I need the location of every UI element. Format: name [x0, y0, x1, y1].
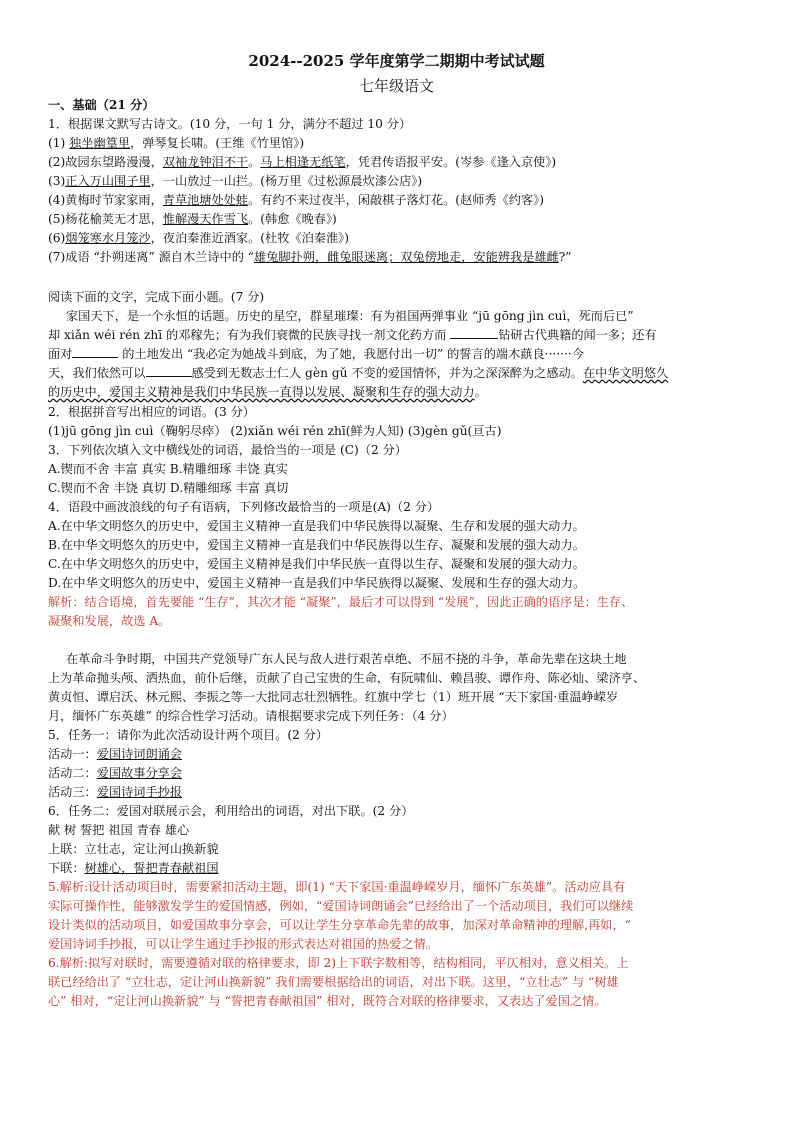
- blank-1: [450, 326, 498, 339]
- q1-answer-6: 烟笼寒水月笼沙: [65, 231, 151, 245]
- blank-2: [72, 345, 118, 358]
- q1-line-1: (1) 独坐幽篁里，弹琴复长啸。(王维《竹里馆》): [48, 136, 305, 150]
- q5-activity-1: 活动一：爱国诗词朗诵会: [48, 747, 183, 761]
- q1-line-5: (5)杨花榆荚无才思，惟解漫天作雪飞。(韩愈《晚春》): [48, 212, 337, 226]
- q5-activity-2: 活动二：爱国故事分享会: [48, 766, 183, 780]
- q3-options-cd: C.锲而不舍 丰饶 真切 D.精雕细琢 丰富 真切: [48, 481, 289, 495]
- analysis-5-line-1: 5.解析:设计活动项目时，需要紧扣活动主题，即(1) “天下家国·重温峥嵘岁月，缅怀广东英雄”。活动应具有: [48, 880, 626, 894]
- q4-analysis-2: 凝聚和发展，故选 A。: [48, 614, 171, 628]
- q4-option-c: C.在中华文明悠久的历史中，爱国主义精神是我们中华民族一直得以生存、凝聚和发展的强大动力。: [48, 557, 585, 571]
- q4-stem: 4．语段中画波浪线的句子有语病，下列修改最恰当的一项是(A)（2 分）: [48, 500, 440, 514]
- section-heading: 一、基础（21 分）: [48, 98, 155, 112]
- q6-stem: 6．任务二：爱国对联展示会，利用给出的词语，对出下联。(2 分）: [48, 804, 414, 818]
- q1-line-7: (7)成语 “扑朔迷离” 源自木兰诗中的 “雄兔脚扑朔，雌兔眼迷离；双兔傍地走，安能辨我是雄雌?”: [48, 250, 572, 264]
- activity-line-1: 在革命斗争时期，中国共产党领导广东人民与敌人进行艰苦卓绝、不屈不挠的斗争，革命先辈在这块土地: [66, 652, 627, 666]
- analysis-6-line-3: 心” 相对，“定让河山换新貌” 与 “誓把青春献祖国” 相对，既符合对联的格律要求，又表达了爱国之情。: [48, 994, 607, 1008]
- q5-stem: 5．任务一：请你为此次活动设计两个项目。(2 分）: [48, 728, 329, 742]
- q2-answers: (1)jū gōng jìn cuì（鞠躬尽瘁） (2)xiǎn wéi rén zhī(鲜为人知) (3)gèn gǔ(亘古): [48, 424, 502, 438]
- q6-upper-couplet: 上联：立壮志，定让河山换新貌: [48, 842, 219, 856]
- wavy-sentence-end: 的历史中，爱国主义精神是我们中华民族一直得以发展、凝聚和生存的强大动力: [48, 385, 475, 399]
- q6-answer: 树雄心，誓把青春献祖国: [84, 861, 219, 875]
- wavy-sentence-start: 在中华文明悠久: [582, 366, 669, 380]
- q4-option-b: B.在中华文明悠久的历史中，爱国主义精神一直是我们中华民族得以生存、凝聚和发展的强大动力。: [48, 538, 585, 552]
- q5-answer-2: 爱国故事分享会: [96, 766, 183, 780]
- q3-options-ab: A.锲而不舍 丰富 真实 B.精雕细琢 丰饶 真实: [48, 462, 288, 476]
- exam-subtitle: 七年级语文: [358, 77, 434, 95]
- q1-line-6: (6)烟笼寒水月笼沙，夜泊秦淮近酒家。(杜牧《泊秦淮》): [48, 231, 349, 245]
- analysis-6-line-1: 6.解析:拟写对联时，需要遵循对联的格律要求，即 2)上下联字数相等，结构相同，平仄相对，意义相关。上: [48, 956, 629, 970]
- reading-line-2: 却 xiǎn wéi rén zhī 的邓稼先；有为我们衰微的民族寻找一剂文化药方而 钻研古代典籍的闻一多；还有: [48, 328, 657, 342]
- q1-answer-3: 正入万山围子里: [65, 174, 151, 188]
- q5-activity-3: 活动三：爱国诗词手抄报: [48, 785, 183, 799]
- q5-answer-3: 爱国诗词手抄报: [96, 785, 183, 799]
- reading-line-5: 的历史中，爱国主义精神是我们中华民族一直得以发展、凝聚和生存的强大动力。: [48, 385, 487, 399]
- q1-answer-1: 独坐幽篁里: [69, 136, 131, 150]
- q4-option-a: A.在中华文明悠久的历史中，爱国主义精神一直是我们中华民族得以凝聚、生存和发展的强大动力。: [48, 519, 585, 533]
- reading-line-4: 天，我们依然可以 感受到无数志士仁人 gèn gǔ 不变的爱国情怀，并为之深深醉为之感动。在中华文明悠久: [48, 366, 669, 380]
- q1-line-4: (4)黄梅时节家家雨，青草池塘处处蛙。有约不来过夜半，闲敲棋子落灯花。(赵师秀《约客》): [48, 193, 544, 207]
- q5-answer-1: 爱国诗词朗诵会: [96, 747, 183, 761]
- reading-intro: 阅读下面的文字，完成下面小题。(7 分): [48, 290, 265, 304]
- blank-3: [146, 364, 192, 377]
- q4-analysis-1: 解析：结合语境，首先要能 “生存”，其次才能 “凝聚”，最后才可以得到 “发展”，因此正确的语序是：生存、: [48, 595, 634, 609]
- q2-stem: 2．根据拼音写出相应的词语。(3 分）: [48, 405, 255, 419]
- reading-line-3: 面对 的土地发出 “我必定为她战斗到底，为了她，我愿付出一切” 的誓言的端木蕻良·······今: [48, 347, 584, 361]
- q1-line-2: (2)故园东望路漫漫，双袖龙钟泪不干。马上相逢无纸笔，凭君传语报平安。(岑参《逢入京使》): [48, 155, 557, 169]
- q1-answer-5: 惟解漫天作雪飞: [162, 212, 249, 226]
- q6-lower-couplet: 下联：树雄心，誓把青春献祖国: [48, 861, 219, 875]
- reading-line-1: 家国天下，是一个永恒的话题。历史的星空，群星璀璨：有为祖国两弹事业 “jū gōng jìn cuì，死而后已”: [66, 309, 634, 323]
- exam-title: 2024--2025 学年度第学二期期中考试试题: [248, 52, 545, 70]
- q1-answer-7: 雄兔脚扑朔，雌兔眼迷离；双兔傍地走，安能辨我是雄雌: [254, 250, 559, 264]
- q1-answer-4: 青草池塘处处蛙: [162, 193, 249, 207]
- analysis-5-line-2: 实际可操作性，能够激发学生的爱国情感，例如，“爱国诗词朗诵会”已经给出了一个活动项目，我们可以继续: [48, 899, 634, 913]
- activity-line-2: 上为革命抛头颅、洒热血，前仆后继，贡献了自己宝贵的生命，有阮啸仙、赖昌骏、谭作舟、陈必灿、梁济亨、: [48, 671, 646, 685]
- q1-answer-2a: 双袖龙钟泪不干: [162, 155, 249, 169]
- q1-stem: 1．根据课文默写古诗文。(10 分，一句 1 分，满分不超过 10 分）: [48, 117, 412, 131]
- analysis-5-line-4: 爱国诗词手抄报，可以让学生通过手抄报的形式表达对祖国的热爱之情。: [48, 937, 438, 951]
- q3-stem: 3．下列依次填入文中横线处的词语，最恰当的一项是 (C)（2 分）: [48, 443, 407, 457]
- activity-line-4: 月，缅怀广东英雄” 的综合性学习活动。请根据要求完成下列任务：（4 分）: [48, 709, 454, 723]
- activity-line-3: 黄贞恒、谭启沃、林元熙、李振之等一大批同志壮烈牺牲。红旗中学七（1）班开展 “天下家国·重温峥嵘岁: [48, 690, 619, 704]
- q1-line-3: (3)正入万山围子里，一山放过一山拦。(杨万里《过松源晨炊漆公店》): [48, 174, 423, 188]
- q4-option-d: D.在中华文明悠久的历史中，爱国主义精神一直是我们中华民族得以凝聚、发展和生存的强大动力。: [48, 576, 586, 590]
- q6-words: 献 树 誓把 祖国 青春 雄心: [48, 823, 190, 837]
- analysis-6-line-2: 联已经给出了 “立壮志，定让河山换新貌” 我们需要根据给出的词语，对出下联。这里，“立壮志” 与 “树雄: [48, 975, 619, 989]
- analysis-5-line-3: 设计类似的活动项目，如爱国故事分享会，可以让学生分享革命先辈的故事，加深对革命精神的理解,再如，“: [48, 918, 631, 932]
- q1-answer-2b: 马上相逢无纸笔: [260, 155, 346, 169]
